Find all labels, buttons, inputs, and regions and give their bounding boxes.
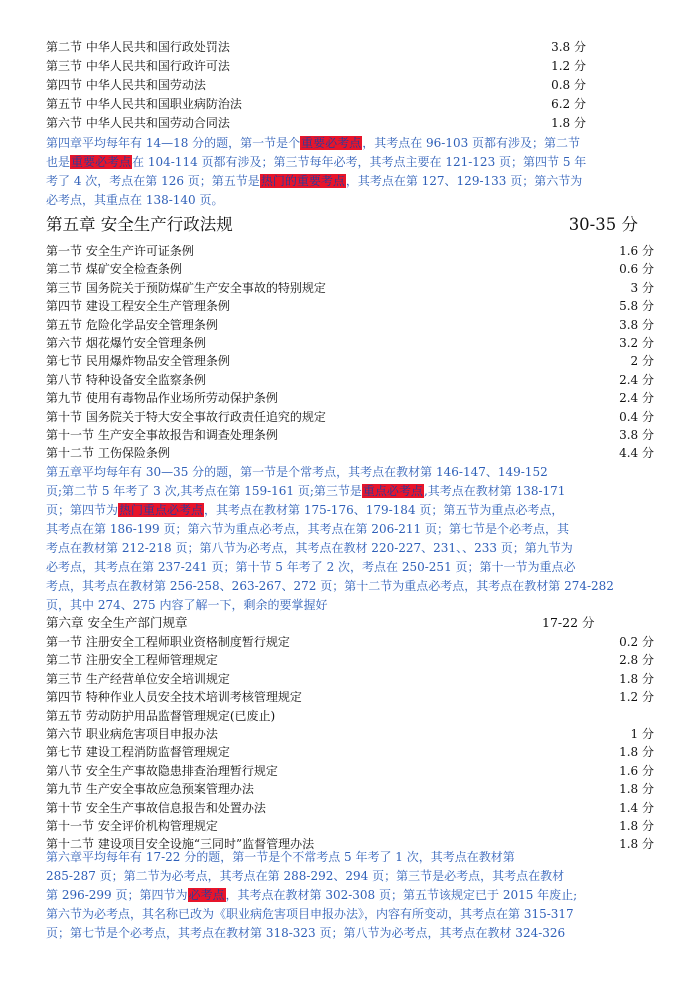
chapter5-heading (46, 213, 638, 237)
note-text: 必考点，其考点在第 237-241 页；第十节 5 年考了 2 次，考点在 250-251 页；第十一节为重点必 (46, 560, 576, 574)
section-title: 第三节 生产经营单位安全培训规定 (46, 671, 230, 686)
section-title: 第六节 烟花爆竹安全管理条例 (46, 336, 206, 350)
section-score: 3 分 (630, 280, 654, 295)
section-row (46, 38, 654, 56)
section-row (46, 408, 654, 426)
chapter4-note (46, 134, 660, 210)
note-text: 也是 (46, 155, 71, 169)
section-row (46, 279, 654, 297)
section-title: 第一节 安全生产许可证条例 (46, 244, 194, 258)
note-text: 考了 4 次，考点在第 126 页；第五节是 (46, 174, 260, 188)
note-line (46, 501, 660, 520)
section-score: 3.8 分 (551, 40, 586, 54)
section-row (46, 426, 654, 444)
chapter5-note (46, 463, 660, 615)
note-text: ，其考点在教材第 302-308 页；第五节该规定已于 2015 年废止; (225, 888, 578, 902)
chapter5-title: 第五章 安全生产行政法规 (46, 215, 233, 234)
section-score: 0.6 分 (619, 262, 654, 277)
section-title: 第三节 中华人民共和国行政许可法 (46, 59, 230, 73)
section-score: 1.8 分 (551, 116, 586, 130)
section-score: 1.6 分 (619, 244, 654, 258)
highlighted-keyword: 重要必考点 (301, 136, 362, 150)
section-row (46, 76, 654, 94)
chapter5-score: 30-35 分 (568, 215, 638, 234)
note-line (46, 172, 660, 191)
section-title: 第三节 国务院关于预防煤矿生产安全事故的特别规定 (46, 280, 326, 295)
note-line (46, 153, 660, 172)
section-row (46, 242, 654, 260)
note-text: 在 104-114 页都有涉及；第三节每年必考，其考点主要在 121-123 页；第四节 5 年 (132, 155, 587, 169)
note-text: 第四章平均每年有 14—18 分的题，第一节是个 (46, 136, 301, 150)
section-title: 第八节 安全生产事故隐患排查治理暂行规定 (46, 763, 278, 778)
section-score: 2 分 (630, 354, 654, 369)
section-score: 1.8 分 (619, 745, 654, 760)
note-line (46, 558, 660, 577)
section-score: 2.4 分 (619, 391, 654, 406)
note-line (46, 848, 660, 867)
section-score: 1.2 分 (551, 59, 586, 73)
section-row (46, 651, 654, 669)
section-score: 1.6 分 (619, 763, 654, 778)
section-row (46, 707, 654, 725)
section-score: 6.2 分 (551, 97, 586, 111)
section-row (46, 95, 654, 113)
section-row (46, 633, 654, 651)
highlighted-keyword: 热门的重要考点 (260, 174, 345, 188)
chapter6-heading (46, 614, 654, 632)
section-score: 1.4 分 (619, 800, 654, 815)
note-line (46, 482, 660, 501)
note-text: 第 296-299 页；第四节为 (46, 888, 188, 902)
note-text: 必考点，其重点在 138-140 页。 (46, 193, 224, 207)
section-score: 0.2 分 (619, 635, 654, 649)
note-line (46, 867, 660, 886)
note-text: 页；第七节是个必考点，其考点在教材第 318-323 页；第八节为必考点，其考点在教材 324-326 (46, 926, 566, 940)
note-text: 页;第二节 5 年考了 3 次,其考点在第 159-161 页;第三节是 (46, 484, 362, 498)
section-title: 第四节 中华人民共和国劳动法 (46, 78, 206, 92)
note-line (46, 905, 660, 924)
note-text: 考点，其考点在教材第 256-258、263-267、272 页；第十二节为重点必考点，其考点在教材第 274-282 (46, 579, 614, 593)
section-score: 2.8 分 (619, 653, 654, 668)
section-score: 0.4 分 (619, 409, 654, 424)
section-row (46, 743, 654, 761)
section-score: 5.8 分 (619, 299, 654, 314)
section-title: 第五节 危险化学品安全管理条例 (46, 317, 218, 332)
section-title: 第六节 中华人民共和国劳动合同法 (46, 116, 230, 130)
section-row (46, 316, 654, 334)
note-text: ，其考点在教材第 175-176、179-184 页；第五节为重点必考点， (204, 503, 564, 517)
section-row (46, 389, 654, 407)
section-row (46, 799, 654, 817)
section-title: 第九节 使用有毒物品作业场所劳动保护条例 (46, 391, 278, 406)
section-title: 第十二节 建设项目安全设施“三同时”监督管理办法 (46, 837, 315, 852)
section-row (46, 817, 654, 835)
section-row (46, 334, 654, 352)
note-text: 285-287 页；第二节为必考点，其考点在第 288-292、294 页；第三节是必考点，其考点在教材 (46, 869, 565, 883)
note-line (46, 577, 660, 596)
note-text: 页，其中 274、275 内容了解一下，剩余的要掌握好 (46, 598, 328, 612)
chapter6-score: 17-22 分 (542, 615, 595, 630)
highlighted-keyword: 重点必考点 (362, 484, 423, 498)
section-title: 第七节 民用爆炸物品安全管理条例 (46, 354, 230, 369)
section-title: 第一节 注册安全工程师职业资格制度暂行规定 (46, 635, 290, 649)
note-line (46, 596, 660, 615)
section-score: 1.8 分 (619, 819, 654, 833)
section-row (46, 780, 654, 798)
note-text: ,其考点在教材第 138-171 (423, 484, 566, 498)
section-score: 1.8 分 (619, 671, 654, 686)
section-title: 第二节 注册安全工程师管理规定 (46, 653, 218, 668)
note-text: 考点在教材第 212-218 页；第八节为必考点，其考点在教材 220-227、231、、233 页；第九节为 (46, 541, 573, 555)
note-text: ，其考点在 96-103 页都有涉及；第二节 (362, 136, 581, 150)
note-line (46, 924, 660, 943)
section-title: 第十一节 生产安全事故报告和调查处理条例 (46, 428, 278, 442)
section-score: 2.4 分 (619, 372, 654, 387)
section-row (46, 57, 654, 75)
section-title: 第十一节 安全评价机构管理规定 (46, 819, 218, 833)
note-line (46, 886, 660, 905)
section-score: 0.8 分 (551, 78, 586, 92)
section-row (46, 688, 654, 706)
section-score: 1.8 分 (619, 837, 654, 852)
highlighted-keyword: 重要必考点 (71, 155, 132, 169)
section-row (46, 444, 654, 462)
note-text: 第六节为必考点，其名称已改为《职业病危害项目申报办法》，内容有所变动，其考点在第 315-317 (46, 907, 574, 921)
section-title: 第八节 特种设备安全监察条例 (46, 372, 206, 387)
note-text: 第五章平均每年有 30—35 分的题，第一节是个常考点，其考点在教材第 146-147、149-152 (46, 465, 548, 479)
section-row (46, 371, 654, 389)
note-line (46, 463, 660, 482)
section-score: 4.4 分 (619, 446, 654, 461)
section-title: 第十二节 工伤保险条例 (46, 446, 170, 461)
note-line (46, 539, 660, 558)
section-row (46, 352, 654, 370)
section-title: 第五节 劳动防护用品监督管理规定(已废止) (46, 708, 276, 723)
section-row (46, 725, 654, 743)
section-title: 第二节 中华人民共和国行政处罚法 (46, 40, 230, 54)
section-title: 第二节 煤矿安全检查条例 (46, 262, 182, 277)
note-text: 第六章平均每年有 17-22 分的题，第一节是个不常考点 5 年考了 1 次，其考点在教材第 (46, 850, 515, 864)
section-title: 第五节 中华人民共和国职业病防治法 (46, 97, 242, 111)
section-score: 3.8 分 (619, 317, 654, 332)
section-title: 第六节 职业病危害项目申报办法 (46, 727, 218, 741)
note-line (46, 520, 660, 539)
section-title: 第七节 建设工程消防监督管理规定 (46, 745, 230, 760)
note-text: ，其考点在第 127、129-133 页；第六节为 (345, 174, 583, 188)
section-score: 1.8 分 (619, 782, 654, 797)
note-text: 页；第四节为 (46, 503, 119, 517)
section-title: 第四节 特种作业人员安全技术培训考核管理规定 (46, 690, 302, 705)
section-title: 第九节 生产安全事故应急预案管理办法 (46, 782, 254, 797)
note-line (46, 191, 660, 210)
highlighted-keyword: 必考点 (188, 888, 225, 902)
section-score: 3.2 分 (619, 336, 654, 350)
highlighted-keyword: 热门重点必考点 (119, 503, 204, 517)
note-text: 其考点在第 186-199 页；第六节为重点必考点，其考点在第 206-211 页；第七节是个必考点，其 (46, 522, 569, 536)
chapter6-note (46, 848, 660, 943)
section-row (46, 297, 654, 315)
section-title: 第十节 安全生产事故信息报告和处置办法 (46, 800, 266, 815)
chapter6-title: 第六章 安全生产部门规章 (46, 615, 188, 630)
section-row (46, 670, 654, 688)
section-row (46, 762, 654, 780)
section-title: 第十节 国务院关于特大安全事故行政责任追究的规定 (46, 409, 326, 424)
section-row (46, 260, 654, 278)
section-score: 1 分 (630, 727, 654, 741)
note-line (46, 134, 660, 153)
section-score: 1.2 分 (619, 690, 654, 705)
section-row (46, 114, 654, 132)
section-score: 3.8 分 (619, 428, 654, 442)
section-title: 第四节 建设工程安全生产管理条例 (46, 299, 230, 314)
